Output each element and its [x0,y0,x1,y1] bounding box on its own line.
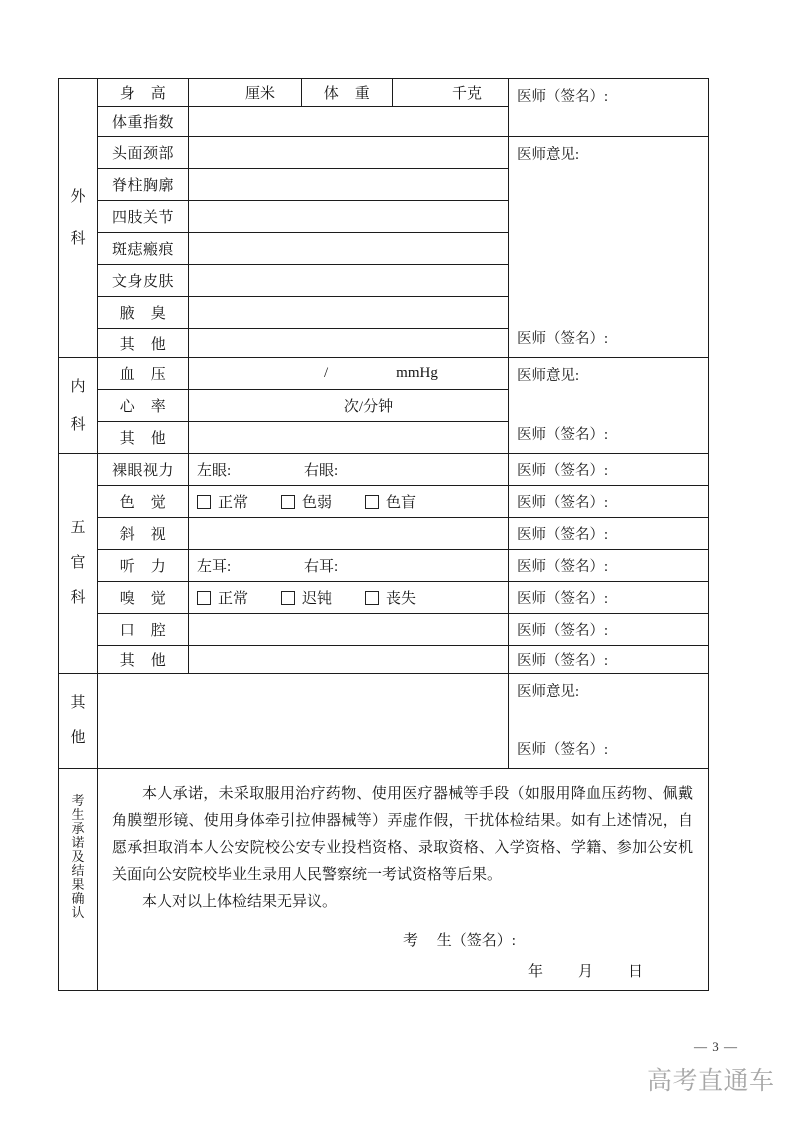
bp-slash: / [324,365,329,381]
checkbox-icon[interactable] [197,591,211,605]
body-odor-input-cell[interactable] [189,297,509,329]
color-option-normal-label: 正常 [218,495,249,511]
page-number: — 3 — [694,1039,738,1054]
blood-pressure-label: 血 压 [98,358,189,390]
commitment-paragraph-1: 本人承诺，未采取服用治疗药物、使用医疗器械等手段（如服用降血压药物、佩戴角膜塑形镜、使用身体牵引拉伸器械等）弄虚作假，干扰体检结果。如有上述情况，自愿承担取消本人公安院校公安专业投档资格、录取资格、入学资格、学籍、参加公安机关面向公安院校毕业生录用人民警察统一考试资格等后果。 [112,786,693,883]
smell-label: 嗅 觉 [98,582,189,614]
smell-option-normal[interactable] [197,587,248,608]
other-section-input-cell[interactable] [98,674,509,769]
doctor-sign-label: 医师（签名）: [517,331,609,347]
color-option-normal[interactable] [197,491,248,512]
strabismus-label: 斜 视 [98,518,189,550]
section-internal [59,358,98,454]
internal-other-input-cell[interactable] [189,422,509,454]
hr-unit: 次/分钟 [343,399,394,415]
watermark: 高考直通车 [647,1067,775,1095]
blood-pressure-input-cell[interactable] [189,358,509,390]
smell-input-cell [189,582,509,614]
color-option-blind-label: 色盲 [386,495,417,511]
section-ent [59,454,98,674]
date-day-label: 日 [628,964,644,980]
vision-right-label: 右眼: [304,463,339,479]
limbs-joints-input-cell[interactable] [189,201,509,233]
surgery-other-label: 其 他 [98,329,189,358]
hearing-label: 听 力 [98,550,189,582]
doctor-sign-label: 医师（签名）: [517,89,609,105]
head-neck-label: 头面颈部 [98,137,189,169]
strabismus-input-cell[interactable] [189,518,509,550]
section-internal-label: 内科 [70,378,86,433]
smell-option-loss[interactable] [365,587,416,608]
height-label: 身 高 [98,79,189,107]
spine-chest-label: 脊柱胸廓 [98,169,189,201]
section-commitment-label: 考生承诺及结果确认 [71,792,85,920]
doctor-opinion-label: 医师意见: [517,684,580,700]
head-neck-input-cell[interactable] [189,137,509,169]
smell-option-dull-label: 迟钝 [302,591,333,607]
vision-doctor-sign-cell[interactable]: 医师（签名）: [509,454,709,486]
color-vision-label: 色 觉 [98,486,189,518]
bp-unit: mmHg [396,365,438,381]
hearing-left-label: 左耳: [197,559,232,575]
section-other [59,674,98,769]
color-option-weak[interactable] [281,491,332,512]
weight-input-cell[interactable]: 千克 [393,79,509,107]
section-ent-label: 五官科 [70,520,86,606]
tattoo-skin-input-cell[interactable] [189,265,509,297]
smell-doctor-sign-cell[interactable]: 医师（签名）: [509,582,709,614]
checkbox-icon[interactable] [281,495,295,509]
heart-rate-input-cell[interactable] [189,390,509,422]
color-option-weak-label: 色弱 [302,495,333,511]
doctor-opinion-label: 医师意见: [517,147,580,163]
doctor-opinion-label: 医师意见: [517,368,580,384]
medical-exam-table [58,78,709,991]
hearing-doctor-sign-cell[interactable]: 医师（签名）: [509,550,709,582]
section-surgery-label: 外科 [70,189,86,247]
vision-label: 裸眼视力 [98,454,189,486]
color-vision-doctor-sign-cell[interactable]: 医师（签名）: [509,486,709,518]
smell-option-normal-label: 正常 [218,591,249,607]
bmi-label: 体重指数 [98,107,189,137]
hearing-right-label: 右耳: [304,559,339,575]
body-odor-label: 腋 臭 [98,297,189,329]
strabismus-doctor-sign-cell[interactable]: 医师（签名）: [509,518,709,550]
section-surgery [59,79,98,358]
spine-chest-input-cell[interactable] [189,169,509,201]
smell-option-loss-label: 丧失 [386,591,417,607]
hearing-input-cell[interactable] [189,550,509,582]
bmi-input-cell[interactable] [189,107,509,137]
section-commitment [59,769,98,991]
spots-scars-input-cell[interactable] [189,233,509,265]
color-option-blind[interactable] [365,491,416,512]
commitment-cell [98,769,709,991]
ent-other-input-cell[interactable] [189,646,509,674]
vision-left-label: 左眼: [197,463,232,479]
date-year-label: 年 [528,964,544,980]
surgery-measure-doctor-sign-cell[interactable] [509,79,709,137]
vision-input-cell[interactable] [189,454,509,486]
doctor-sign-label: 医师（签名）: [517,742,609,758]
commitment-paragraph-2: 本人对以上体检结果无异议。 [142,894,338,910]
weight-label: 体 重 [302,79,393,107]
checkbox-icon[interactable] [365,495,379,509]
limbs-joints-label: 四肢关节 [98,201,189,233]
date-month-label: 月 [578,964,594,980]
ent-other-doctor-sign-cell[interactable]: 医师（签名）: [509,646,709,674]
heart-rate-label: 心 率 [98,390,189,422]
checkbox-icon[interactable] [281,591,295,605]
section-other-label: 其他 [70,695,86,746]
color-vision-input-cell [189,486,509,518]
internal-other-label: 其 他 [98,422,189,454]
doctor-sign-label: 医师（签名）: [517,427,609,443]
spots-scars-label: 斑痣瘢痕 [98,233,189,265]
tattoo-skin-label: 文身皮肤 [98,265,189,297]
other-doctor-opinion-cell[interactable] [509,674,709,769]
checkbox-icon[interactable] [197,495,211,509]
height-input-cell[interactable]: 厘米 [189,79,302,107]
oral-input-cell[interactable] [189,614,509,646]
ent-other-label: 其 他 [98,646,189,674]
oral-label: 口 腔 [98,614,189,646]
surgery-doctor-opinion-cell[interactable] [509,137,709,358]
candidate-sign-area[interactable]: 考 生（签名）: [403,933,516,949]
smell-option-dull[interactable] [281,587,332,608]
oral-doctor-sign-cell[interactable]: 医师（签名）: [509,614,709,646]
internal-doctor-opinion-cell[interactable] [509,358,709,454]
checkbox-icon[interactable] [365,591,379,605]
surgery-other-input-cell[interactable] [189,329,509,358]
date-sign-area[interactable] [112,960,693,981]
